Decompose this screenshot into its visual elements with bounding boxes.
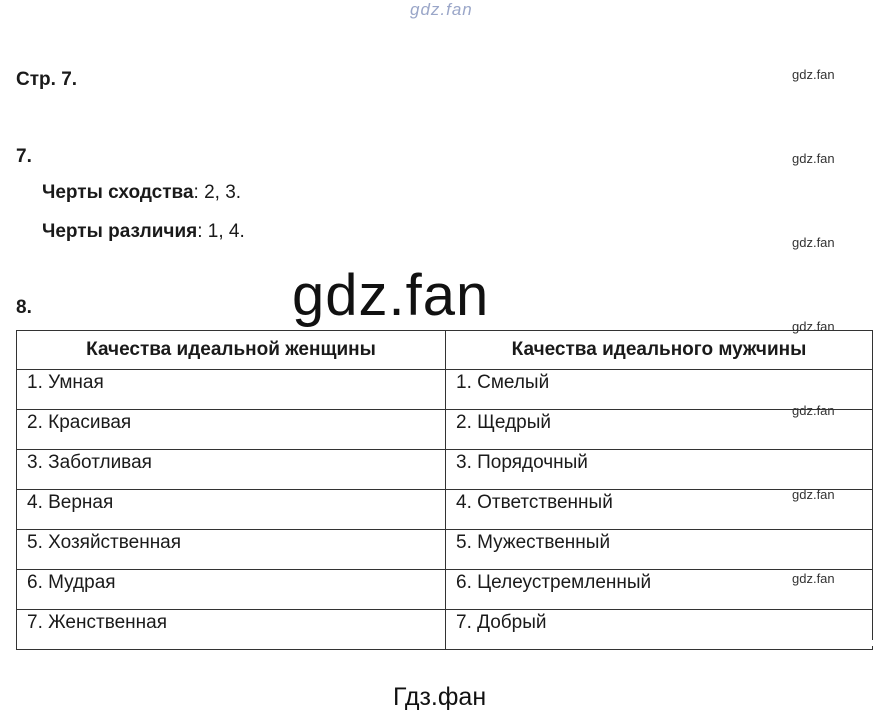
task8-number: 8. [16, 297, 32, 318]
table-cell: 6. Целеустремленный [446, 570, 873, 610]
table-cell: 4. Ответственный [446, 490, 873, 530]
diff-value: : 1, 4. [197, 221, 245, 242]
watermark-side: gdz.fan [792, 319, 835, 334]
table-row [17, 410, 873, 450]
table-row [17, 530, 873, 570]
table-cell: 7. Женственная [17, 610, 446, 650]
table-cell: 2. Красивая [17, 410, 446, 450]
watermark-bottom: Гдз.фан [393, 683, 487, 711]
table-cell: 5. Мужественный [446, 530, 873, 570]
watermark-side: gdz.fan [792, 235, 835, 250]
similar-value: : 2, 3. [193, 182, 242, 203]
page-label: Стр. 7. [16, 69, 78, 90]
watermark-side: gdz.fan [792, 487, 835, 502]
task7-similar-line [42, 182, 241, 204]
watermark-top: gdz.fan [410, 0, 473, 19]
watermark-side: gdz.fan [792, 403, 835, 418]
table-cell: 3. Заботливая [17, 450, 446, 490]
table-header: Качества идеальной женщины [17, 331, 446, 370]
watermark-side: gdz.fan [792, 151, 835, 166]
table-row [17, 370, 873, 410]
similar-label: Черты сходства [42, 182, 194, 203]
table-cell: 2. Щедрый [446, 410, 873, 450]
watermark-center: gdz.fan [292, 263, 490, 328]
task7-number: 7. [16, 146, 32, 167]
table-cell: 7. Добрый [446, 610, 873, 650]
table-cell: 3. Порядочный [446, 450, 873, 490]
table-row [17, 610, 873, 650]
table-cell: 1. Смелый [446, 370, 873, 410]
table-row [17, 450, 873, 490]
watermark-side: gdz.fan [792, 67, 835, 82]
table-cell: 4. Верная [17, 490, 446, 530]
diff-label: Черты различия [42, 221, 198, 242]
task7-diff-line [42, 221, 245, 243]
table-row [17, 570, 873, 610]
table-header-row [17, 331, 873, 370]
table-header: Качества идеального мужчины [446, 331, 873, 370]
table-cell: 5. Хозяйственная [17, 530, 446, 570]
table-edge-mask [746, 640, 876, 646]
qualities-table [16, 330, 873, 650]
table-row [17, 490, 873, 530]
table-cell: 1. Умная [17, 370, 446, 410]
watermark-side: gdz.fan [792, 571, 835, 586]
table-cell: 6. Мудрая [17, 570, 446, 610]
